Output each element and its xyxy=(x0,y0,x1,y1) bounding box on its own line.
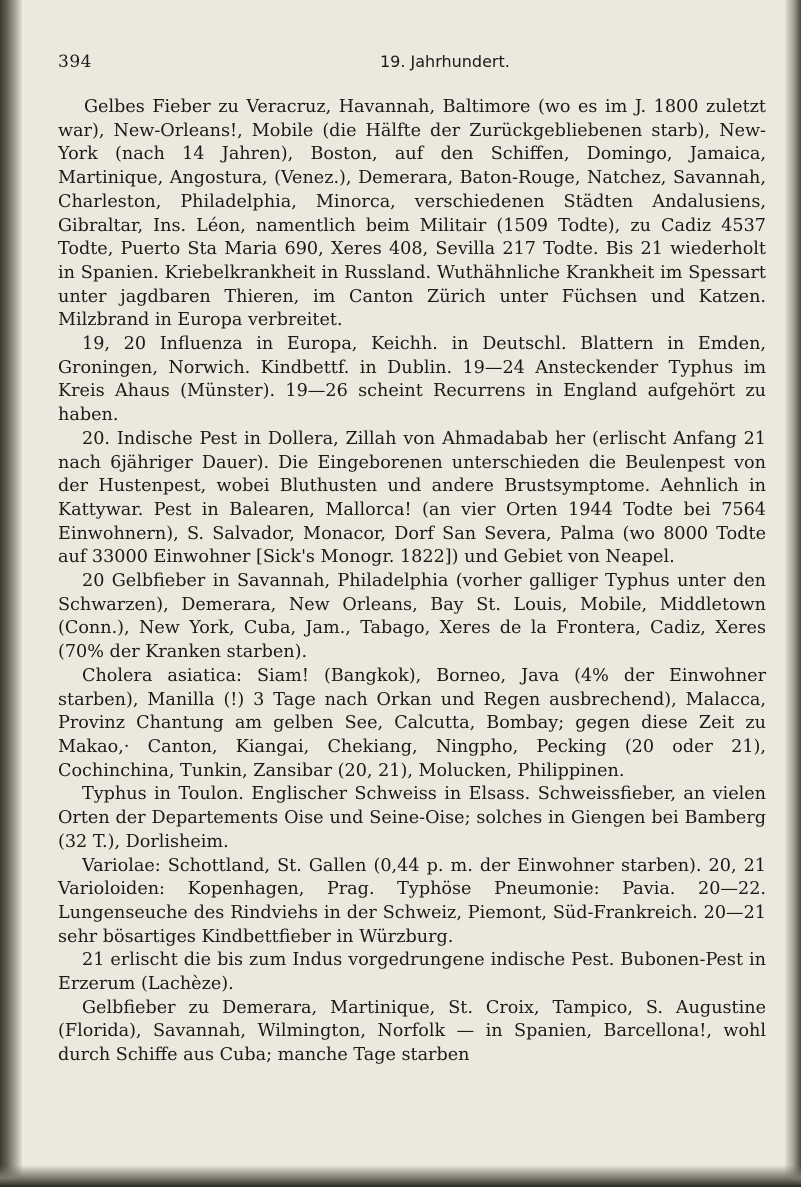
running-head xyxy=(50,52,770,78)
page-number: 394 xyxy=(58,52,92,72)
paragraph-indische-pest: 20. Indische Pest in Dollera, Zillah von Ahmadabab her (erlischt Anfang 21 nach 6jähriger Dauer). Die Eingeborenen unterschieden die Beulenpest von der Hustenpest, wobei Bluthusten und andere Brustsymptome. Aehnlich in Kattywar. Pest in Balearen, Mallorca! (an vier Orten 1944 Todte bei 7564 Einwohnern), S. Salvador, Monacor, Dorf San Severa, Palma (wo 8000 Todte auf 33000 Einwohner [Sick's Monogr. 1822]) und Gebiet von Neapel. xyxy=(58,428,766,568)
paragraph-gelbfieber-demerara: Gelbfieber zu Demerara, Martinique, St. Croix, Tampico, S. Augustine (Florida), Savannah, Wilmington, Norfolk — in Spanien, Barcellona!, wohl durch Schiffe aus Cuba; manche Tage starben xyxy=(58,997,766,1066)
paragraph-typhus-toulon: Typhus in Toulon. Englischer Schweiss in Elsass. Schweissfieber, an vielen Orten der Departements Oise und Seine-Oise; solches in Giengen bei Bamberg (32 T.), Dorlisheim. xyxy=(58,784,766,852)
paragraph-pest-erlischt: 21 erlischt die bis zum Indus vorgedrungene indische Pest. Bubonen-Pest in Erzerum (Lachèze). xyxy=(58,950,766,995)
page-right-edge xyxy=(785,0,801,1187)
page-bottom-shadow xyxy=(0,1165,801,1187)
page-binding-edge xyxy=(0,0,22,1187)
paragraph-gelbes-fieber: Gelbes Fieber zu Veracruz, Havannah, Baltimore (wo es im J. 1800 zuletzt war), New-Orleans!, Mobile (die Hälfte der Zurückgebliebenen starb), New-York (nach 14 Jahren), Boston, auf den Schiffen, Domingo, Jamaica, Martinique, Angostura, (Venez.), Demerara, Baton-Rouge, Natchez, Savannah, Charleston, Philadelphia, Minorca, verschiedenen Städten Andalusiens, Gibraltar, Ins. Léon, namentlich beim Militair (1509 Todte), zu Cadiz 4537 Todte, Puerto Sta Maria 690, Xeres 408, Sevilla 217 Todte. Bis 21 wiederholt in Spanien. Kriebelkrankheit in Russland. Wuthähnliche Krankheit im Spessart unter jagdbaren Thieren, im Canton Zürich unter Füchsen und Katzen. Milzbrand in Europa verbreitet. xyxy=(58,97,766,331)
body-text xyxy=(58,96,766,1068)
paragraph-cholera-asiatica: Cholera asiatica: Siam! (Bangkok), Borneo, Java (4% der Einwohner starben), Manilla (!) 3 Tage nach Orkan und Regen ausbrechend), Malacca, Provinz Chantung am gelben See, Calcutta, Bombay; gegen diese Zeit zu Makao,· Canton, Kiangai, Chekiang, Ningpho, Pecking (20 oder 21), Cochinchina, Tunkin, Zansibar (20, 21), Molucken, Philippinen. xyxy=(58,665,766,781)
running-title: 19. Jahrhundert. xyxy=(380,52,510,71)
paragraph-variolae: Variolae: Schottland, St. Gallen (0,44 p. m. der Einwohner starben). 20, 21 Varioloiden: Kopenhagen, Prag. Typhöse Pneumonie: Pavia. 20—22. Lungenseuche des Rindviehs in der Schweiz, Piemont, Süd-Frankreich. 20—21 sehr bösartiges Kindbettfieber in Würzburg. xyxy=(58,855,766,947)
paragraph-influenza: 19, 20 Influenza in Europa, Keichh. in Deutschl. Blattern in Emden, Groningen, Norwich. Kindbettf. in Dublin. 19—24 Ansteckender Typhus im Kreis Ahaus (Münster). 19—26 scheint Recurrens in England aufgehört zu haben. xyxy=(58,334,766,426)
paragraph-gelbfieber-1820: 20 Gelbfieber in Savannah, Philadelphia (vorher galliger Typhus unter den Schwarzen), Demerara, New Orleans, Bay St. Louis, Mobile, Middletown (Conn.), New York, Cuba, Jam., Tabago, Xeres de la Frontera, Cadiz, Xeres (70% der Kranken starben). xyxy=(58,571,766,663)
